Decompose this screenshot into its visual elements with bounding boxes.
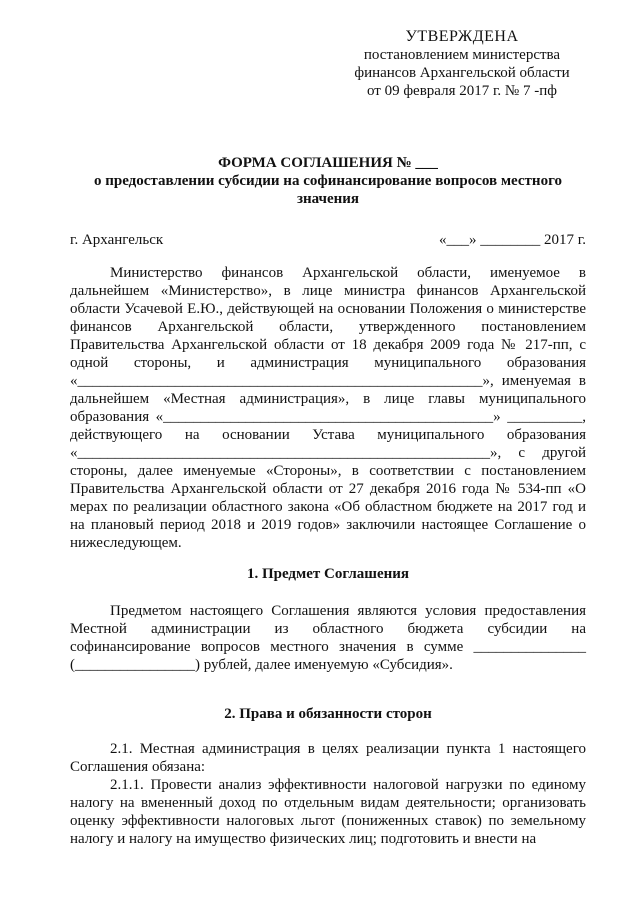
place: г. Архангельск <box>70 232 164 248</box>
approval-line-1: постановлением министерства <box>363 47 561 63</box>
date-field: «___» ________ 2017 г. <box>439 232 586 248</box>
title-line-2: о предоставлении субсидии на софинансирование вопросов местного значения <box>93 173 563 207</box>
approval-stamp <box>342 28 582 100</box>
section-2-heading: 2. Права и обязанности сторон <box>224 706 432 722</box>
intro-paragraph: Министерство финансов Архангельской области, именуемое в дальнейшем «Министерство», в лице министра финансов Архангельской области Усачевой Е.Ю., действующей на основании Положения о министерстве финансов Архангельской области, утвержденного постановлением Правительства Архангельской области от 18 декабря 2009 года № 217-пп, с одной стороны, и администрация муниципального образования «______________________________________________________», именуемая в дальнейшем «Местная администрация», в лице главы муниципального образования «____________________________________________» __________, действующего на основании Устава муниципального образования «_______________________________________________________», с другой стороны, далее именуемые «Стороны», в соответствии с постановлением Правительства Архангельской области от 27 декабря 2016 года № 534-пп «О мерах по реализации областного закона «Об областном бюджете на 2017 год и на плановый период 2018 и 2019 годов» заключили настоящее Соглашение о нижеследующем. <box>70 265 586 551</box>
section-2-paragraph-1: 2.1. Местная администрация в целях реализации пункта 1 настоящего Соглашения обязана: <box>70 741 586 775</box>
approval-heading: УТВЕРЖДЕНА <box>405 28 519 45</box>
title-line-1: ФОРМА СОГЛАШЕНИЯ № ___ <box>218 155 438 171</box>
section-1-heading: 1. Предмет Соглашения <box>246 566 410 582</box>
section-2-paragraph-2: 2.1.1. Провести анализ эффективности налоговой нагрузки по единому налогу на вмененный доход по отдельным видам деятельности; организовать оценку эффективности налоговых льгот (пониженных ставок) по земельному налогу и налогу на имущество физических лиц; подготовить и внести на <box>70 777 586 847</box>
approval-line-3: от 09 февраля 2017 г. № 7 -пф <box>366 83 557 99</box>
document-title <box>70 154 586 208</box>
approval-line-2: финансов Архангельской области <box>354 65 570 81</box>
section-1-text: Предметом настоящего Соглашения являются условия предоставления Местной администрации из областного бюджета субсидии на софинансирование вопросов местного значения в сумме _______________ (________________) рублей, далее именуемую «Субсидия». <box>70 603 586 673</box>
